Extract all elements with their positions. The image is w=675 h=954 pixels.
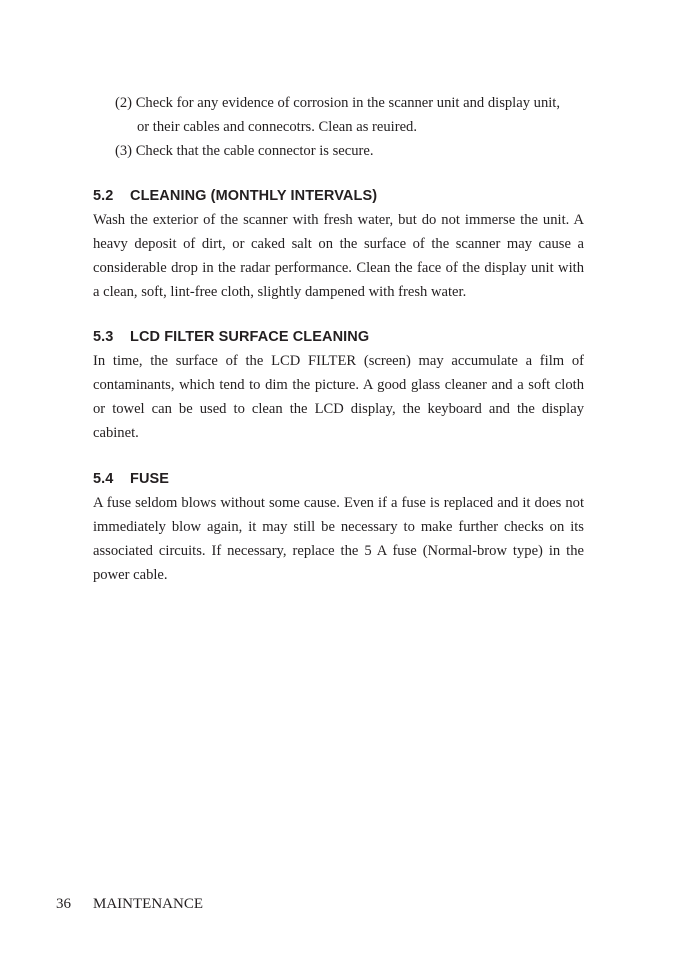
section-number: 5.4 <box>93 471 114 487</box>
section-body: In time, the surface of the LCD FILTER (screen) may accumulate a film of contaminants, which tend to dim the picture. A good glass cleaner and a soft cloth or towel can be used to clean the LCD display, the keyboard and the display cabinet. <box>93 353 584 441</box>
section-5-2 <box>93 184 584 304</box>
page-footer <box>56 892 203 916</box>
list-item-number: (2) <box>115 95 133 111</box>
section-title: CLEANING (MONTHLY INTERVALS) <box>130 188 378 204</box>
list-item-text: Check for any evidence of corrosion in the scanner unit and display unit, <box>135 95 560 111</box>
section-title: FUSE <box>130 471 170 487</box>
section-5-3 <box>93 325 584 445</box>
list-item <box>115 139 585 163</box>
section-title: LCD FILTER SURFACE CLEANING <box>130 329 370 345</box>
section-heading <box>93 467 584 491</box>
page-number: 36 <box>56 896 71 912</box>
list-item-text-continued: or their cables and connecotrs. Clean as reuired. <box>137 119 418 135</box>
chapter-name: MAINTENANCE <box>93 896 203 912</box>
section-number: 5.3 <box>93 329 114 345</box>
section-5-4 <box>93 467 584 587</box>
section-number: 5.2 <box>93 188 114 204</box>
section-heading <box>93 325 584 349</box>
list-item <box>115 91 585 139</box>
section-body: A fuse seldom blows without some cause. Even if a fuse is replaced and it does not immediately blow again, it may still be necessary to make further checks on its associated circuits. If necessary, replace the 5 A fuse (Normal-brow type) in the power cable. <box>93 495 584 583</box>
section-body: Wash the exterior of the scanner with fresh water, but do not immerse the unit. A heavy deposit of dirt, or caked salt on the surface of the scanner may cause a considerable drop in the radar performance. Clean the face of the display unit with a clean, soft, lint-free cloth, slightly dampened with fresh water. <box>93 212 584 300</box>
list-item-text: Check that the cable connector is secure. <box>135 143 374 159</box>
checklist <box>115 91 585 163</box>
section-heading <box>93 184 584 208</box>
list-item-number: (3) <box>115 143 133 159</box>
